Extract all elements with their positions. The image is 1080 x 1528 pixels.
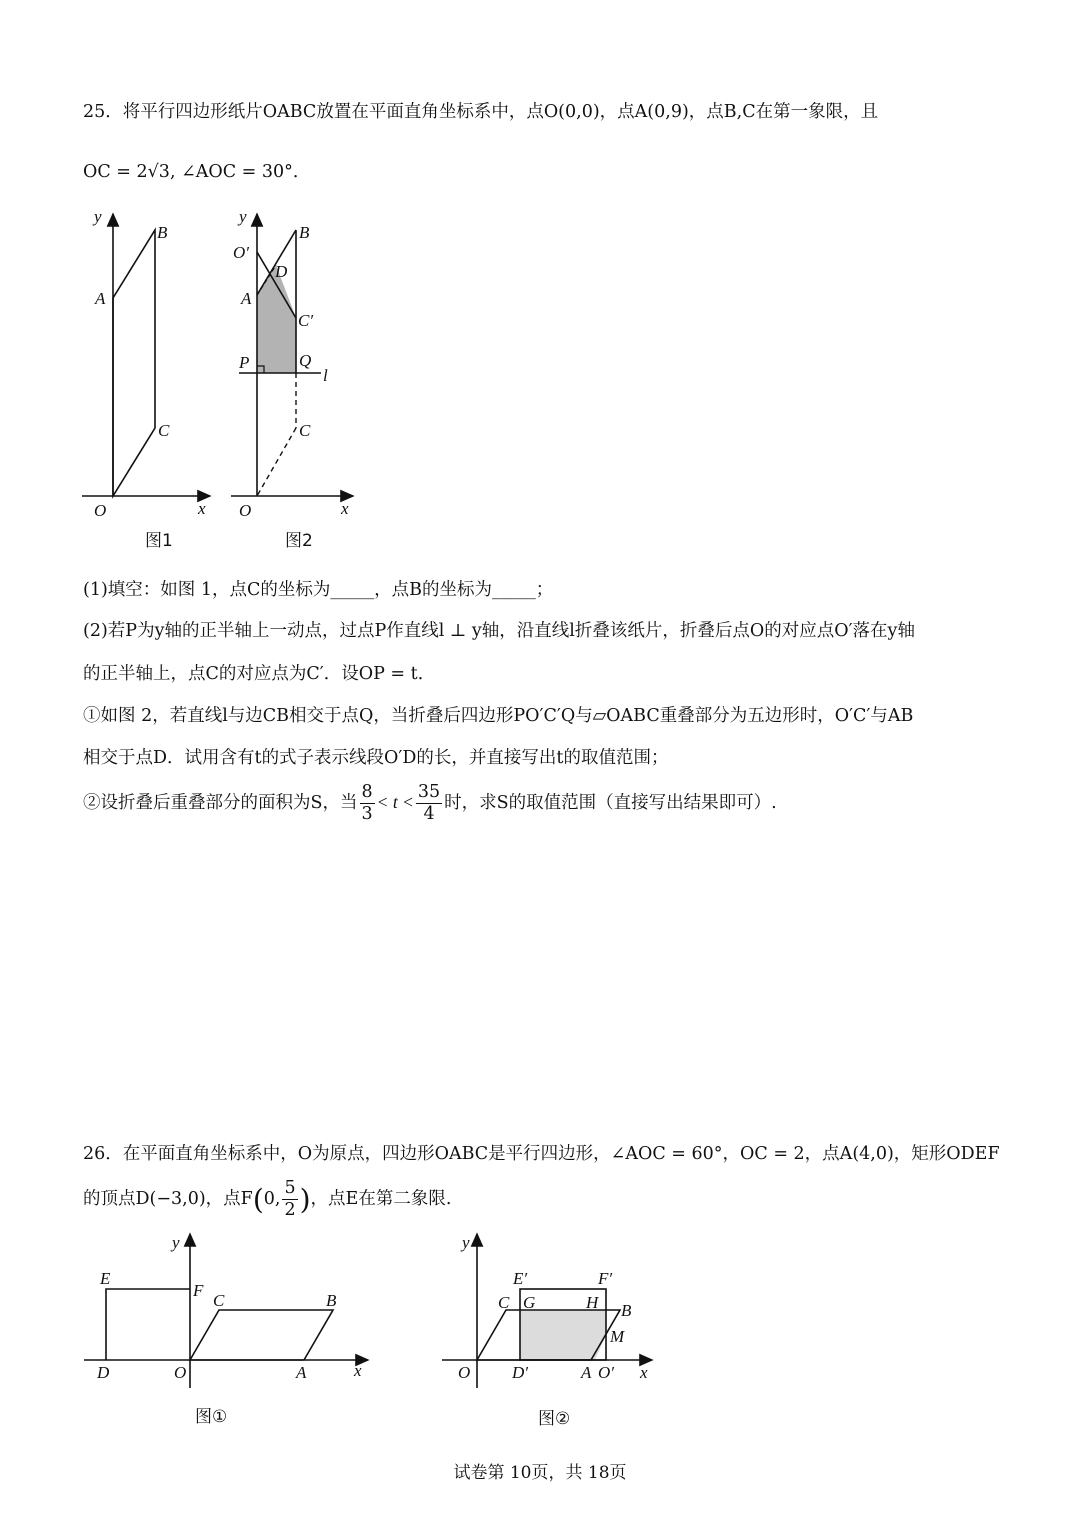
label-B: B <box>299 223 310 242</box>
label-F: F <box>193 1281 204 1300</box>
q26-line2-after: ，点E在第二象限. <box>310 1189 452 1209</box>
label-A: A <box>296 1363 307 1382</box>
overlap-region <box>520 1310 606 1360</box>
label-x: x <box>640 1363 648 1382</box>
q25-line2: OC = 2√3, ∠AOC = 30°． <box>83 162 311 182</box>
label-G: G <box>523 1293 536 1312</box>
q26-line1: 26．在平面直角坐标系中，O为原点，四边形OABC是平行四边形，∠AOC = 60°，OC = 2，点A(4,0)，矩形ODEF <box>83 1144 1000 1164</box>
parallelogram-OABC <box>113 230 155 496</box>
q25-sub2-mid: < t < <box>376 792 414 812</box>
q25-sub2-after: 时，求S的取值范围（直接写出结果即可）. <box>444 793 777 813</box>
q25-part1: (1)填空：如图 1，点C的坐标为_____，点B的坐标为_____； <box>83 580 554 600</box>
label-C: C <box>498 1293 510 1312</box>
label-O: O <box>458 1363 471 1382</box>
label-O: O <box>94 501 107 520</box>
fig1-caption: 图1 <box>145 531 173 551</box>
q25-sub1-line1: ①如图 2，若直线l与边CB相交于点Q，当折叠后四边形PO′C′Q与▱OABC重叠部分为五边形时，O′C′与AB <box>83 706 914 726</box>
q25-sub2 <box>83 782 777 825</box>
fraction-5-2: $\frac{5}{2}$ <box>284 1178 296 1220</box>
q26-line2-before: 的顶点D(−3,0)，点F <box>83 1189 253 1209</box>
label-A: A <box>95 289 106 308</box>
fraction-8-3: $\frac{8}{3}$ <box>361 782 373 824</box>
label-C: C <box>299 421 311 440</box>
label-B: B <box>326 1291 337 1310</box>
label-y: y <box>462 1233 470 1252</box>
q25-line1: 25．将平行四边形纸片OABC放置在平面直角坐标系中，点O(0,0)，点A(0,9)，点B,C在第一象限，且 <box>83 102 879 122</box>
label-P: P <box>239 353 250 372</box>
dashed-CO <box>257 428 296 496</box>
parallelogram-OABC <box>190 1310 333 1360</box>
q25-figure-2 <box>225 200 365 560</box>
label-E: E <box>100 1269 111 1288</box>
label-O-prime: O′ <box>233 243 249 262</box>
label-O: O <box>174 1363 187 1382</box>
label-F-prime: F′ <box>598 1269 613 1288</box>
label-O: O <box>239 501 252 520</box>
label-A: A <box>241 289 252 308</box>
page-footer: 试卷第 10页，共 18页 <box>453 1463 627 1483</box>
q25-figure-1 <box>70 200 230 560</box>
label-y: y <box>239 207 247 226</box>
label-D-prime: D′ <box>512 1363 528 1382</box>
label-E-prime: E′ <box>513 1269 528 1288</box>
label-B: B <box>621 1301 632 1320</box>
label-l: l <box>323 366 328 385</box>
q26-line2: 的顶点D(−3,0)，点F(0, $\frac{5}{2}$ )，点E在第二象限. <box>83 1178 452 1220</box>
fig2-caption: 图② <box>538 1409 571 1429</box>
fig2-caption: 图2 <box>285 531 313 551</box>
label-x: x <box>198 499 206 518</box>
label-O-prime: O′ <box>598 1363 614 1382</box>
rectangle-ODEF <box>106 1289 190 1360</box>
label-D: D <box>275 262 288 281</box>
label-C: C <box>158 421 170 440</box>
q25-sub1-line2: 相交于点D．试用含有t的式子表示线段O′D的长，并直接写出t的取值范围； <box>83 748 669 768</box>
label-H: H <box>586 1293 599 1312</box>
label-B: B <box>157 223 168 242</box>
q25-part2-line1: (2)若P为y轴的正半轴上一动点，过点P作直线l ⊥ y轴，沿直线l折叠该纸片，折叠后点O的对应点O′落在y轴 <box>83 621 915 641</box>
q26-figure-2 <box>440 1228 670 1438</box>
label-Q: Q <box>299 351 312 370</box>
F-x: 0, <box>263 1189 281 1209</box>
label-y: y <box>172 1233 180 1252</box>
label-A: A <box>581 1363 592 1382</box>
label-C-prime: C′ <box>298 311 314 330</box>
label-C: C <box>213 1291 225 1310</box>
overlap-region <box>257 265 296 373</box>
label-D: D <box>97 1363 110 1382</box>
q25-part2-line2: 的正半轴上，点C的对应点为C′．设OP = t． <box>83 664 436 684</box>
q26-figure-1 <box>80 1228 380 1438</box>
label-x: x <box>341 499 349 518</box>
label-y: y <box>94 207 102 226</box>
label-x: x <box>354 1361 362 1380</box>
fraction-35-4: $\frac{35}{4}$ <box>417 782 441 824</box>
label-M: M <box>610 1327 625 1346</box>
q25-sub2-before: ②设折叠后重叠部分的面积为S，当 <box>83 793 358 813</box>
fig1-caption: 图① <box>195 1407 228 1427</box>
